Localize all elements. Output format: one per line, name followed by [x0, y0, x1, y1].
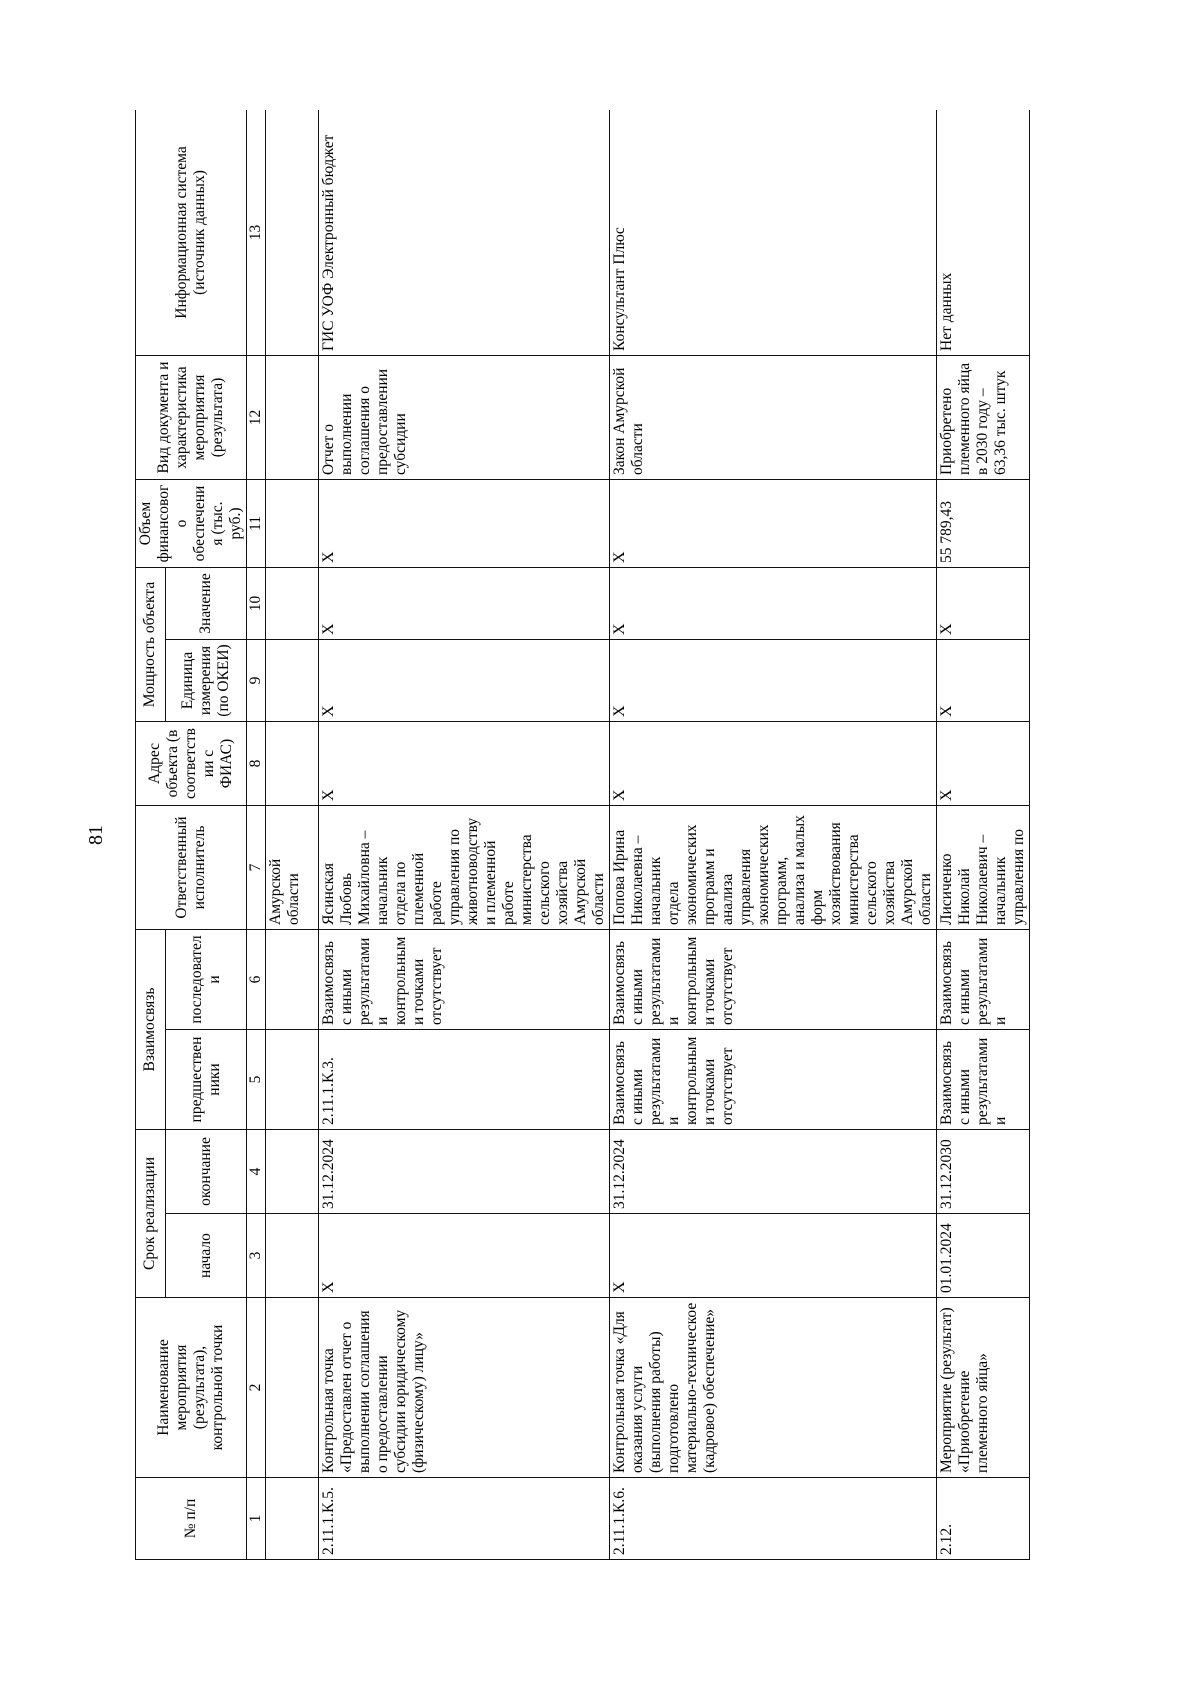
cell-finance: X — [610, 480, 937, 568]
continuation-row — [266, 110, 319, 1560]
cell-system: Нет данных — [937, 110, 1030, 356]
header-power: Мощность объекта — [136, 568, 166, 722]
rotated-table-wrapper — [135, 110, 1143, 1560]
cell-start: 01.01.2024 — [937, 1214, 1030, 1298]
column-number: 13 — [247, 110, 266, 356]
column-number: 8 — [247, 722, 266, 806]
cell-name: Мероприятие (результат) «Приобретение племенного яйца» — [937, 1298, 1030, 1478]
header-address: Адрес объекта (в соответствии с ФИАС) — [136, 722, 247, 806]
header-finance: Объем финансового обеспечения (тыс. руб.) — [136, 480, 247, 568]
table-row — [937, 110, 1030, 1560]
column-number: 11 — [247, 480, 266, 568]
cell-name: Контрольная точка «Для оказания услуги (выполнения работы) подготовлено материально-техническое (кадровое) обеспечение» — [610, 1298, 937, 1478]
page-number: 81 — [85, 825, 107, 845]
cell-successors: Взаимосвязь с иными результатами и контрольными точками отсутствует — [610, 930, 937, 1030]
column-number: 9 — [247, 640, 266, 722]
cell-num: 2.11.1.К.6. — [610, 1478, 937, 1560]
column-number: 3 — [247, 1214, 266, 1298]
cell-empty — [266, 1130, 319, 1214]
column-number: 2 — [247, 1298, 266, 1478]
cell-responsible-continued: Амурской области — [266, 806, 319, 930]
cell-end: 31.12.2024 — [319, 1130, 610, 1214]
cell-unit: X — [937, 640, 1030, 722]
cell-value: X — [937, 568, 1030, 640]
cell-unit: X — [319, 640, 610, 722]
header-responsible: Ответственный исполнитель — [136, 806, 247, 930]
cell-address: X — [319, 722, 610, 806]
column-number: 5 — [247, 1030, 266, 1130]
cell-responsible: Лисиченко Николай Николаевич – начальник управления по — [937, 806, 1030, 930]
table-row — [610, 110, 937, 1560]
cell-finance: X — [319, 480, 610, 568]
cell-responsible: Ясинская Любовь Михайловна – начальник отдела по племенной работе управления по животноводству и племенной работе министерства сельского хозяйства Амурской области — [319, 806, 610, 930]
cell-unit: X — [610, 640, 937, 722]
header-document: Вид документа и характеристика мероприятия (результата) — [136, 356, 247, 480]
cell-num: 2.12. — [937, 1478, 1030, 1560]
column-number: 10 — [247, 568, 266, 640]
cell-end: 31.12.2024 — [610, 1130, 937, 1214]
cell-finance: 55 789,43 — [937, 480, 1030, 568]
cell-document: Приобретено племенного яйца в 2030 году – 63,36 тыс. штук — [937, 356, 1030, 480]
header-predecessors: предшественники — [165, 1030, 246, 1130]
header-link: Взаимосвязь — [136, 930, 166, 1130]
header-num: № п/п — [136, 1478, 247, 1560]
cell-end: 31.12.2030 — [937, 1130, 1030, 1214]
header-unit: Единица измерения (по ОКЕИ) — [165, 640, 246, 722]
header-end: окончание — [165, 1130, 246, 1214]
cell-empty — [266, 930, 319, 1030]
cell-empty — [266, 640, 319, 722]
header-system: Информационная система (источник данных) — [136, 110, 247, 356]
cell-name: Контрольная точка «Предоставлен отчет о выполнении соглашения о предоставлении субсидии юридическому (физическому) лицу» — [319, 1298, 610, 1478]
header-successors: последователи — [165, 930, 246, 1030]
table-header — [136, 110, 247, 1560]
cell-start: X — [319, 1214, 610, 1298]
cell-predecessors: 2.11.1.К.3. — [319, 1030, 610, 1130]
cell-document: Закон Амурской области — [610, 356, 937, 480]
cell-empty — [266, 568, 319, 640]
cell-predecessors: Взаимосвязь с иными результатами и контрольными точками отсутствует — [610, 1030, 937, 1130]
cell-predecessors: Взаимосвязь с иными результатами и — [937, 1030, 1030, 1130]
header-term: Срок реализации — [136, 1130, 166, 1298]
cell-num: 2.11.1.К.5. — [319, 1478, 610, 1560]
cell-empty — [266, 1214, 319, 1298]
column-number-row — [247, 110, 266, 1560]
cell-empty — [266, 1478, 319, 1560]
cell-responsible: Попова Ирина Николаевна – начальник отдела экономических программ и анализа управления экономических программ, анализа и малых форм хозяйствования министерства сельского хозяйства Амурской области — [610, 806, 937, 930]
cell-address: X — [610, 722, 937, 806]
cell-successors: Взаимосвязь с иными результатами и — [937, 930, 1030, 1030]
column-number: 6 — [247, 930, 266, 1030]
cell-empty — [266, 1298, 319, 1478]
column-number: 1 — [247, 1478, 266, 1560]
header-name: Наименование мероприятия (результата), контрольной точки — [136, 1298, 247, 1478]
table-row — [319, 110, 610, 1560]
events-table — [135, 110, 1030, 1560]
cell-document: Отчет о выполнении соглашения о предоставлении субсидии — [319, 356, 610, 480]
table-body — [247, 110, 1030, 1560]
column-number: 7 — [247, 806, 266, 930]
cell-empty — [266, 110, 319, 356]
column-number: 12 — [247, 356, 266, 480]
cell-value: X — [319, 568, 610, 640]
cell-value: X — [610, 568, 937, 640]
cell-system: Консультант Плюс — [610, 110, 937, 356]
cell-empty — [266, 1030, 319, 1130]
cell-system: ГИС УОФ Электронный бюджет — [319, 110, 610, 356]
cell-start: X — [610, 1214, 937, 1298]
header-value: Значение — [165, 568, 246, 640]
cell-empty — [266, 722, 319, 806]
header-start: начало — [165, 1214, 246, 1298]
cell-successors: Взаимосвязь с иными результатами и контрольными точками отсутствует — [319, 930, 610, 1030]
cell-empty — [266, 356, 319, 480]
cell-address: X — [937, 722, 1030, 806]
cell-empty — [266, 480, 319, 568]
column-number: 4 — [247, 1130, 266, 1214]
table-canvas — [135, 110, 1143, 1560]
